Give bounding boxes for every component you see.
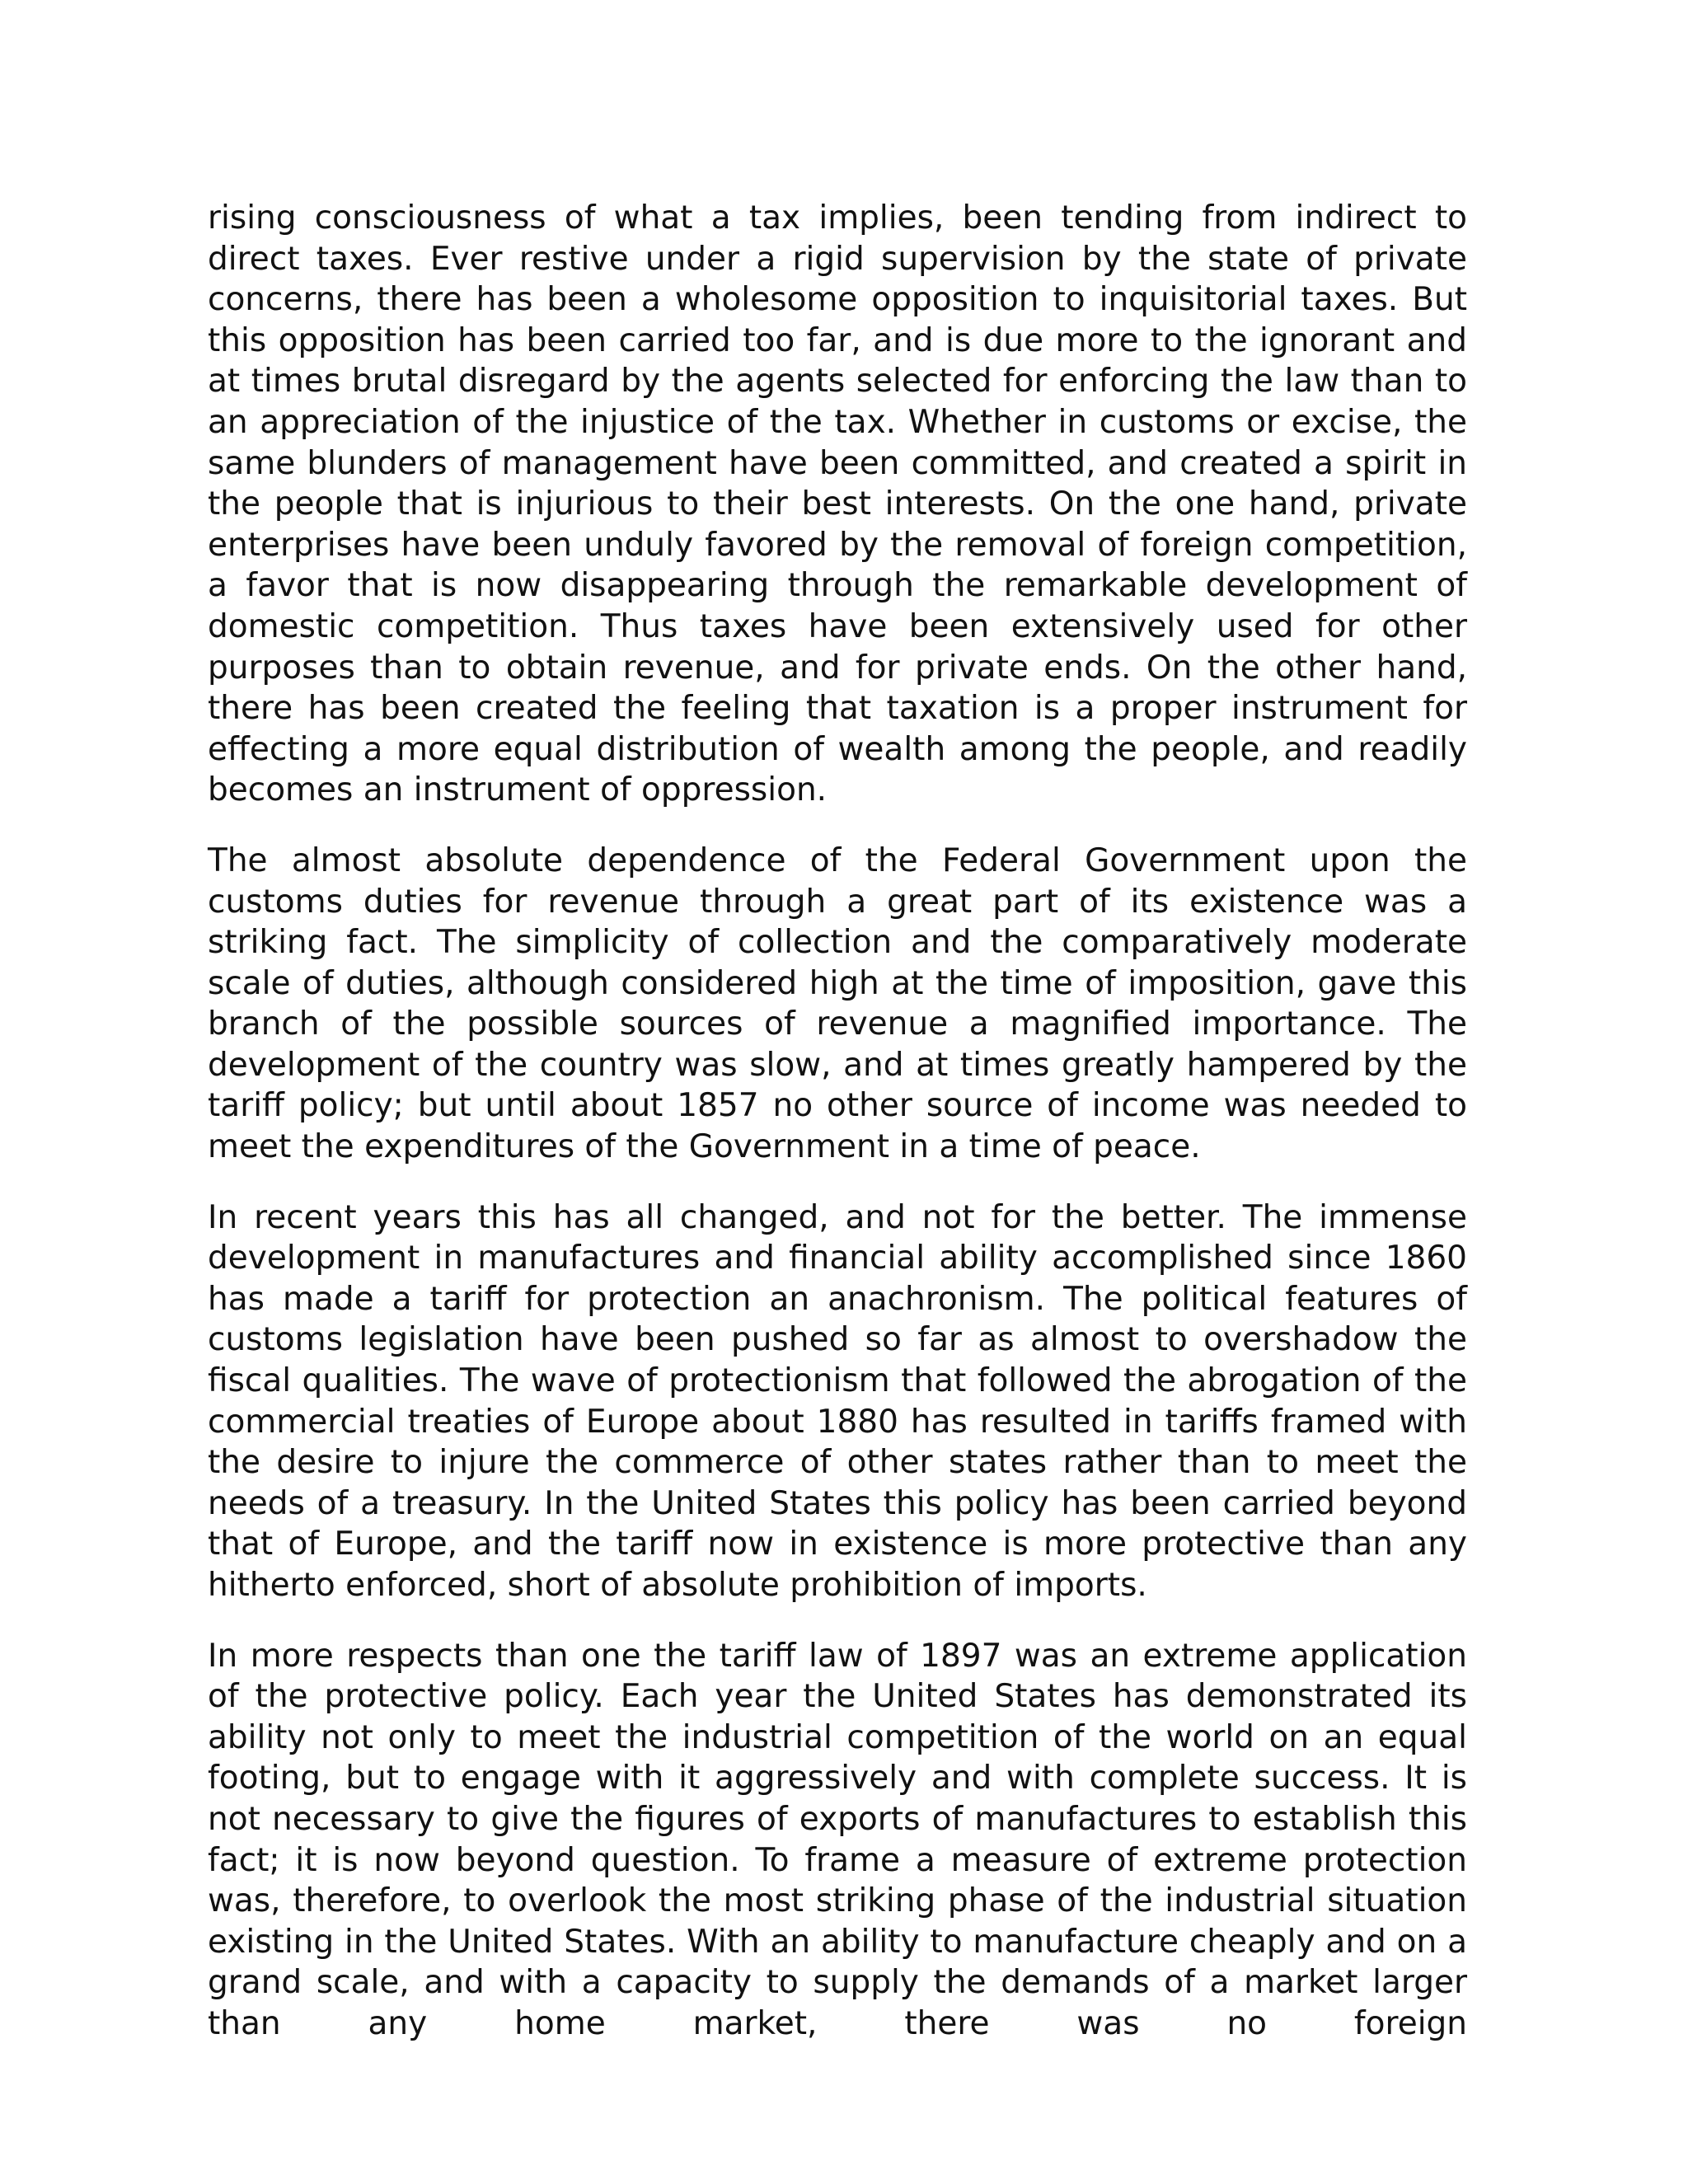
paragraph-3: In recent years this has all changed, and not for the better. The immense development in manufactures and financial ability accomplished since 1860 has made a tariff for protection an anachronism. The political features of customs legislation have been pushed so far as almost to overshadow the fiscal qualities. The wave of protectionism that followed the abrogation of the commercial treaties of Europe about 1880 has resulted in tariffs framed with the desire to injure the commerce of other states rather than to meet the needs of a treasury. In the United States this policy has been carried beyond that of Europe, and the tariff now in existence is more protective than any hitherto enforced, short of absolute prohibition of imports. (208, 1198, 1467, 1604)
paragraph-1: rising consciousness of what a tax implies, been tending from indirect to direct taxes. Ever restive under a rigid supervision by the state of private concerns, there has been a wholesome opposition to inquisitorial taxes. But this opposition has been carried too far, and is due more to the ignorant and at times brutal disregard by the agents selected for enforcing the law than to an appreciation of the injustice of the tax. Whether in customs or excise, the same blunders of management have been committed, and created a spirit in the people that is injurious to their best interests. On the one hand, private enterprises have been unduly favored by the removal of foreign competition, a favor that is now disappearing through the remarkable development of domestic competition. Thus taxes have been extensively used for other purposes than to obtain revenue, and for private ends. On the other hand, there has been created the feeling that taxation is a proper instrument for effecting a more equal distribution of wealth among the people, and readily becomes an instrument of oppression. (208, 199, 1467, 809)
paragraph-2: The almost absolute dependence of the Federal Government upon the customs duties for revenue through a great part of its existence was a striking fact. The simplicity of collection and the comparatively moderate scale of duties, although considered high at the time of imposition, gave this branch of the possible sources of revenue a magnified importance. The development of the country was slow, and at times greatly hampered by the tariff policy; but until about 1857 no other source of income was needed to meet the expenditures of the Government in a time of peace. (208, 841, 1467, 1166)
paragraph-4: In more respects than one the tariff law of 1897 was an extreme application of the protective policy. Each year the United States has demonstrated its ability not only to meet the industrial competition of the world on an equal footing, but to engage with it aggressively and with complete success. It is not necessary to give the figures of exports of manufactures to establish this fact; it is now beyond question. To frame a measure of extreme protection was, therefore, to overlook the most striking phase of the industrial situation existing in the United States. With an ability to manufacture cheaply and on a grand scale, and with a capacity to supply the demands of a market larger than any home market, there was no foreign (208, 1637, 1467, 2042)
body-text (208, 198, 1467, 2074)
